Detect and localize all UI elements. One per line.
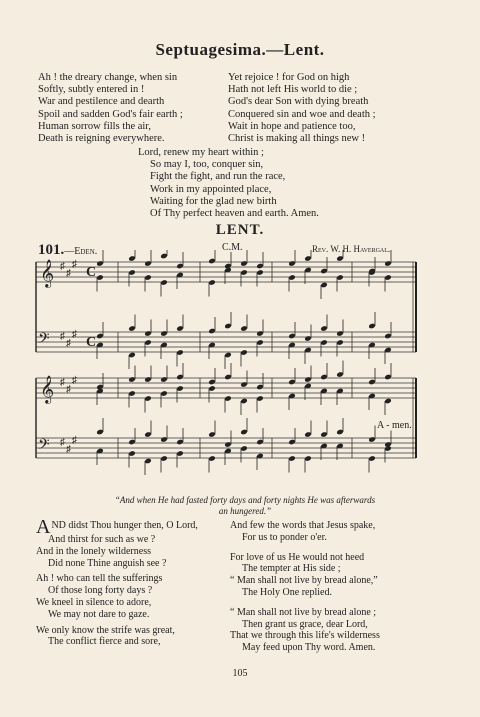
lyric-line: We kneel in silence to adore, (36, 596, 152, 608)
sharp-sign: ♯ (60, 261, 65, 272)
bass-clef: 𝄢 (38, 330, 50, 351)
sharp-sign: ♯ (66, 384, 71, 395)
lyrics-right (230, 520, 445, 654)
caption-line: an hungered.” (218, 506, 272, 516)
sharp-sign: ♯ (66, 268, 71, 279)
verse-line: Human sorrow fills the air, (38, 120, 152, 132)
verse-line: Christ is making all things new ! (228, 133, 366, 145)
verse-line: Yet rejoice ! for God on high (228, 72, 350, 83)
hymn-meter: C.M. (222, 242, 243, 253)
verse-line: Ah ! the dreary change, when sin (38, 72, 178, 83)
sharp-sign: ♯ (72, 329, 77, 340)
lyric-line: For love of us He would not heed (230, 551, 365, 563)
lyric-line: For us to ponder o'er. (242, 531, 327, 543)
clefs (38, 259, 96, 457)
verse-right (228, 72, 376, 145)
page-header: Septuagesima.—Lent. (155, 40, 325, 59)
time-signature: C (86, 265, 97, 280)
treble-clef: 𝄞 (40, 259, 55, 287)
lyric-line: The tempter at His side ; (242, 563, 341, 575)
verse-center (138, 147, 319, 220)
sharp-sign: ♯ (60, 377, 65, 388)
lyric-line: And thirst for such as we ? (48, 534, 156, 545)
staff-lines (36, 262, 416, 458)
drop-cap: A (36, 516, 51, 538)
verse-line: Of Thy perfect heaven and earth. Amen. (150, 208, 319, 220)
verse-line: Hath not left His world to die ; (228, 84, 358, 96)
lyric-line: The conflict fierce and sore, (48, 636, 161, 648)
sharp-sign: ♯ (60, 331, 65, 342)
lyric-line: ND didst Thou hunger then, O Lord, (51, 520, 198, 531)
scripture-caption (60, 495, 430, 517)
sharp-sign: ♯ (66, 444, 71, 455)
verse-line: Spoil and sadden God's fair earth ; (38, 108, 183, 120)
lyric-line: Then grant us grace, dear Lord, (242, 618, 368, 630)
tune-name: —Eden. (64, 246, 98, 257)
caption-line: “And when He had fasted forty days and forty nights He was afterwards (114, 495, 376, 505)
lyric-line: And few the words that Jesus spake, (230, 520, 376, 531)
lyric-line: That we through this life's wilderness (230, 630, 380, 642)
verse-line: Fight the fight, and run the race, (150, 171, 286, 183)
bar-lines (36, 262, 416, 458)
verse-line: God's dear Son with dying breath (228, 96, 369, 108)
lyric-line: “ Man shall not live by bread alone,” (230, 575, 378, 587)
verse-line: Wait in hope and patience too, (228, 120, 356, 132)
sharp-sign: ♯ (66, 338, 71, 349)
verse-line: Work in my appointed place, (150, 183, 272, 195)
verse-line: Death is reigning everywhere. (38, 133, 165, 145)
lyric-line: Did none Thine anguish see ? (48, 557, 167, 569)
verse-line: Lord, renew my heart within ; (138, 147, 264, 158)
verse-left (38, 72, 183, 145)
lyric-line: The Holy One replied. (242, 586, 332, 598)
lyric-line: And in the lonely wilderness (36, 545, 151, 557)
notes (96, 250, 392, 475)
bass-clef: 𝄢 (38, 436, 50, 457)
lyric-line: Of those long forty days ? (48, 585, 153, 597)
lyric-line: “ Man shall not live by bread alone ; (230, 606, 377, 618)
lyric-line: We only know the strife was great, (36, 624, 175, 636)
lyric-line: May feed upon Thy word. Amen. (242, 642, 376, 654)
sharp-sign: ♯ (72, 435, 77, 446)
verse-line: Conquered sin and woe and death ; (228, 108, 376, 120)
music-score (0, 250, 480, 495)
hymn-composer: Rev. W. H. Havergal. (312, 244, 391, 254)
lyrics-left (36, 516, 231, 648)
verse-line: Softly, subtly entered in ! (38, 84, 145, 96)
hymn-number: 101. (38, 242, 65, 258)
verse-line: Waiting for the glad new birth (150, 195, 277, 207)
sharp-sign: ♯ (60, 437, 65, 448)
lyric-line: Ah ! who can tell the sufferings (36, 573, 163, 585)
lyric-line: We may not dare to gaze. (48, 608, 150, 620)
verse-line: War and pestilence and dearth (38, 96, 165, 108)
amen-label: A - men. (377, 420, 412, 431)
section-title: LENT. (215, 222, 265, 238)
treble-clef: 𝄞 (40, 375, 55, 403)
page-number: 105 (232, 668, 248, 679)
sharp-sign: ♯ (72, 375, 77, 386)
verse-line: So may I, too, conquer sin, (150, 159, 264, 171)
time-signature: C (86, 335, 97, 350)
sharp-sign: ♯ (72, 259, 77, 270)
